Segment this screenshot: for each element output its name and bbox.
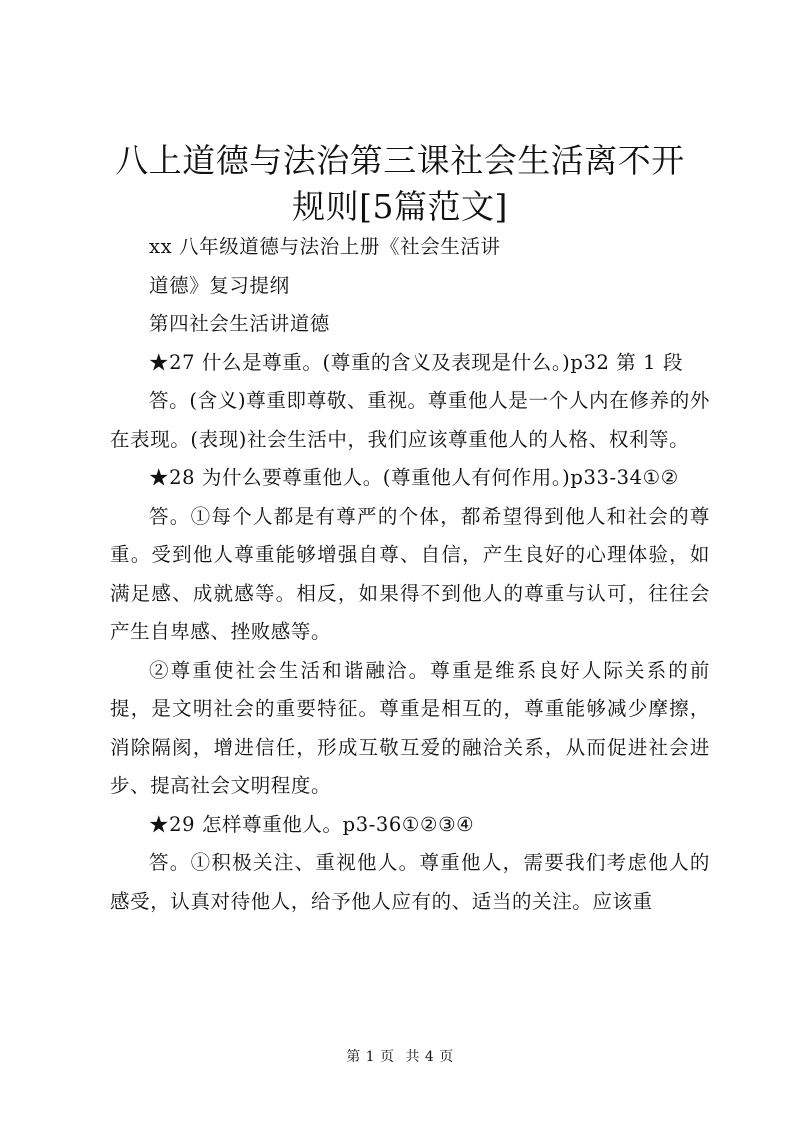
page-footer [0,1046,800,1066]
answer-paragraph: ②尊重使社会生活和谐融洽。尊重是维系良好人际关系的前提，是文明社会的重要特征。尊重是相互的，尊重能够减少摩擦，消除隔阂，增进信任，形成互敬互爱的融洽关系，从而促进社会进步、提高社会文明程度。 [110,658,710,797]
paragraph: 道德》复习提纲 [149,273,290,297]
document-title: 八上道德与法治第三课社会生活离不开规则[5篇范文] [115,141,685,226]
question-heading: ★29 怎样尊重他人。p3-36①②③④ [149,812,475,836]
document-body [110,228,710,921]
page-number: 第 1 页 [346,1049,395,1065]
paragraph: xx 八年级道德与法治上册《社会生活讲 [149,235,501,258]
answer-paragraph: 答。①积极关注、重视他人。尊重他人，需要我们考虑他人的感受，认真对待他人，给予他人应有的、适当的关注。应该重 [110,851,710,913]
answer-paragraph: 答。①每个人都是有尊严的个体，都希望得到他人和社会的尊重。受到他人尊重能够增强自尊、自信，产生良好的心理体验，如满足感、成就感等。相反，如果得不到他人的尊重与认可，往往会产生自卑感、挫败感等。 [110,504,710,643]
question-heading: ★28 为什么要尊重他人。(尊重他人有何作用。)p33-34①② [149,466,679,489]
answer-paragraph: 答。(含义)尊重即尊敬、重视。尊重他人是一个人内在修养的外在表现。(表现)社会生活中，我们应该尊重他人的人格、权利等。 [110,389,710,451]
page-total: 共 4 页 [405,1049,454,1065]
paragraph: 第四社会生活讲道德 [149,312,330,335]
question-heading: ★27 什么是尊重。(尊重的含义及表现是什么。)p32 第 1 段 [149,350,684,374]
